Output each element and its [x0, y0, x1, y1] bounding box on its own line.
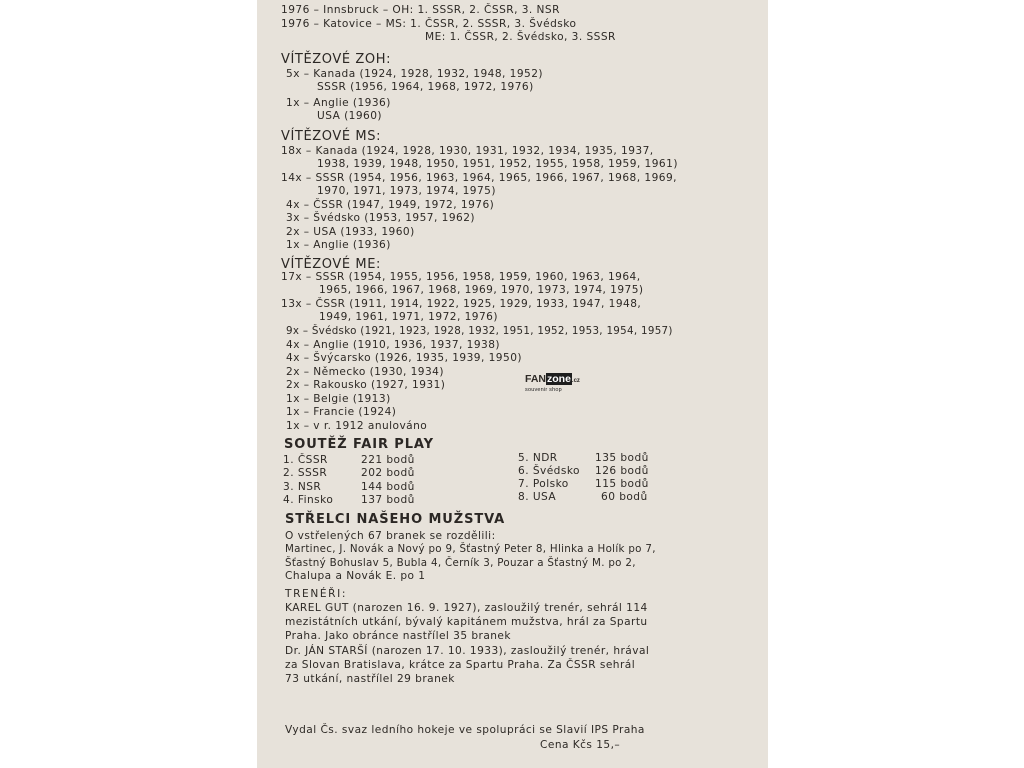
publisher-line: Vydal Čs. svaz ledního hokeje ve spolupráci se Slavií IPS Praha	[285, 724, 645, 736]
me-line: 1x – Francie (1924)	[286, 406, 397, 418]
me-line: 2x – Rakousko (1927, 1931)	[286, 379, 446, 391]
scorers-line: Martinec, J. Novák a Nový po 9, Šťastný Peter 8, Hlinka a Holík po 7,	[285, 543, 656, 555]
coaches-line: Dr. JÁN STARŠÍ (narozen 17. 10. 1933), zasloužilý trenér, hrával	[285, 645, 650, 657]
ms-line: 3x – Švédsko (1953, 1957, 1962)	[286, 212, 475, 224]
zoh-line: 1x – Anglie (1936)	[286, 97, 391, 109]
fair-play-rank: 4. Finsko	[283, 494, 334, 506]
result-line-innsbruck: 1976 – Innsbruck – OH: 1. SSSR, 2. ČSSR, 3. NSR	[281, 4, 560, 16]
ms-line: 1938, 1939, 1948, 1950, 1951, 1952, 1955, 1958, 1959, 1961)	[317, 158, 678, 170]
ms-line: 1x – Anglie (1936)	[286, 239, 391, 251]
fair-play-points: 144 bodů	[361, 481, 415, 493]
me-line: 1949, 1961, 1971, 1972, 1976)	[319, 311, 498, 323]
fair-play-points: 202 bodů	[361, 467, 415, 479]
ms-heading: VÍTĚZOVÉ MS:	[281, 129, 382, 144]
scanned-page	[257, 0, 768, 768]
fair-play-points: 135 bodů	[595, 452, 649, 464]
fair-play-rank: 5. NDR	[518, 452, 558, 464]
fanzone-logo-subtitle: souvenir shop	[525, 387, 562, 393]
coaches-line: 73 utkání, nastřílel 29 branek	[285, 673, 455, 685]
fair-play-heading: SOUTĚŽ FAIR PLAY	[284, 437, 434, 452]
me-heading: VÍTĚZOVÉ ME:	[281, 257, 382, 272]
fair-play-rank: 7. Polsko	[518, 478, 569, 490]
fair-play-rank: 6. Švédsko	[518, 465, 580, 477]
fair-play-points: 126 bodů	[595, 465, 649, 477]
fair-play-points: 115 bodů	[595, 478, 649, 490]
fair-play-points: 137 bodů	[361, 494, 415, 506]
fanzone-logo-text: FANzone.cz	[525, 373, 580, 385]
coaches-line: Praha. Jako obránce nastřílel 35 branek	[285, 630, 511, 642]
coaches-heading: TRENÉŘI:	[285, 588, 347, 600]
ms-line: 2x – USA (1933, 1960)	[286, 226, 415, 238]
ms-line: 1970, 1971, 1973, 1974, 1975)	[317, 185, 496, 197]
me-line: 1x – v r. 1912 anulováno	[286, 420, 428, 432]
fair-play-points: 221 bodů	[361, 454, 415, 466]
ms-line: 14x – SSSR (1954, 1956, 1963, 1964, 1965, 1966, 1967, 1968, 1969,	[281, 172, 677, 184]
me-line: 2x – Německo (1930, 1934)	[286, 366, 444, 378]
result-line-katovice-ms: 1976 – Katovice – MS: 1. ČSSR, 2. SSSR, 3. Švédsko	[281, 18, 577, 30]
scorers-heading: STŘELCI NAŠEHO MUŽSTVA	[285, 512, 506, 527]
me-line: 9x – Švédsko (1921, 1923, 1928, 1932, 1951, 1952, 1953, 1954, 1957)	[286, 325, 673, 337]
scorers-line: Chalupa a Novák E. po 1	[285, 570, 426, 582]
ms-line: 18x – Kanada (1924, 1928, 1930, 1931, 1932, 1934, 1935, 1937,	[281, 145, 654, 157]
scorers-line: Šťastný Bohuslav 5, Bubla 4, Černík 3, Pouzar a Šťastný M. po 2,	[285, 557, 636, 569]
scorers-line: O vstřelených 67 branek se rozdělili:	[285, 530, 496, 542]
coaches-line: KAREL GUT (narozen 16. 9. 1927), zasloužilý trenér, sehrál 114	[285, 602, 648, 614]
fair-play-rank: 3. NSR	[283, 481, 322, 493]
zoh-line: 5x – Kanada (1924, 1928, 1932, 1948, 1952)	[286, 68, 543, 80]
fair-play-rank: 2. SSSR	[283, 467, 328, 479]
fair-play-rank: 8. USA	[518, 491, 557, 503]
result-line-katovice-me: ME: 1. ČSSR, 2. Švédsko, 3. SSSR	[425, 31, 616, 43]
me-line: 1x – Belgie (1913)	[286, 393, 391, 405]
me-line: 13x – ČSSR (1911, 1914, 1922, 1925, 1929, 1933, 1947, 1948,	[281, 298, 642, 310]
me-line: 17x – SSSR (1954, 1955, 1956, 1958, 1959, 1960, 1963, 1964,	[281, 271, 641, 283]
coaches-line: mezistátních utkání, bývalý kapitánem mužstva, hrál za Spartu	[285, 616, 648, 628]
me-line: 4x – Anglie (1910, 1936, 1937, 1938)	[286, 339, 501, 351]
me-line: 1965, 1966, 1967, 1968, 1969, 1970, 1973, 1974, 1975)	[319, 284, 644, 296]
me-line: 4x – Švýcarsko (1926, 1935, 1939, 1950)	[286, 352, 522, 364]
ms-line: 4x – ČSSR (1947, 1949, 1972, 1976)	[286, 199, 495, 211]
zoh-line: USA (1960)	[317, 110, 383, 122]
zoh-heading: VÍTĚZOVÉ ZOH:	[281, 52, 392, 67]
fanzone-watermark-logo	[525, 373, 580, 394]
price-line: Cena Kčs 15,–	[540, 739, 621, 751]
fair-play-rank: 1. ČSSR	[283, 454, 328, 466]
zoh-line: SSSR (1956, 1964, 1968, 1972, 1976)	[317, 81, 534, 93]
fair-play-points: 60 bodů	[601, 491, 648, 503]
coaches-line: za Slovan Bratislava, krátce za Spartu Praha. Za ČSSR sehrál	[285, 659, 636, 671]
